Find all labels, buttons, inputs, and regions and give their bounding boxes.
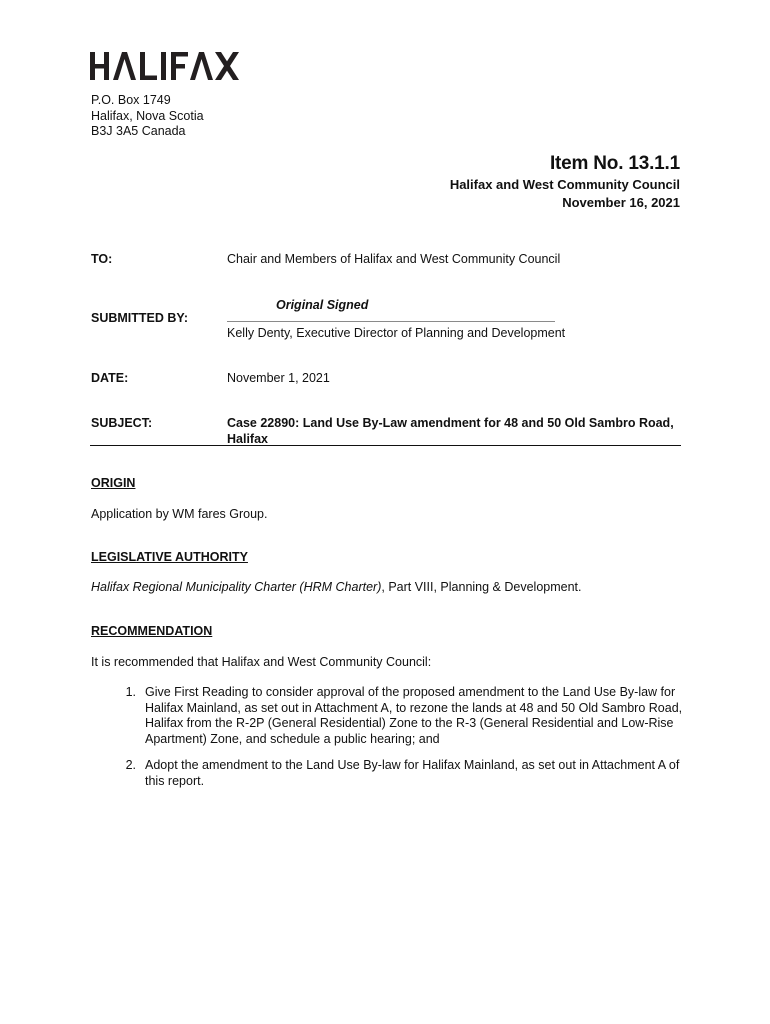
halifax-logo xyxy=(90,50,240,82)
origin-heading: ORIGIN xyxy=(91,476,136,490)
mailing-address xyxy=(91,93,204,140)
charter-title: Halifax Regional Municipality Charter (HRM Charter) xyxy=(91,580,382,594)
legislative-authority-text xyxy=(91,580,581,594)
subject-label: SUBJECT: xyxy=(91,416,153,430)
charter-part: , Part VIII, Planning & Development. xyxy=(381,580,582,594)
date-label: DATE: xyxy=(91,371,129,385)
council-name: Halifax and West Community Council xyxy=(449,177,680,192)
list-item-number: 1. xyxy=(125,685,136,699)
legislative-authority-heading: LEGISLATIVE AUTHORITY xyxy=(91,550,248,564)
list-item-number: 2. xyxy=(125,758,136,772)
item-number: Item No. 13.1.1 xyxy=(549,153,680,174)
address-line: B3J 3A5 Canada xyxy=(91,124,186,138)
recommendation-list xyxy=(91,685,691,800)
list-item xyxy=(91,685,691,747)
original-signed-note: Original Signed xyxy=(276,298,369,312)
item-header xyxy=(450,152,680,212)
recommendation-heading: RECOMMENDATION xyxy=(91,624,213,638)
to-label: TO: xyxy=(91,252,113,266)
address-line: P.O. Box 1749 xyxy=(91,93,171,107)
submitted-by-value: Kelly Denty, Executive Director of Planning and Development xyxy=(227,326,566,340)
meeting-date: November 16, 2021 xyxy=(562,195,680,210)
date-value: November 1, 2021 xyxy=(227,371,330,385)
origin-text: Application by WM fares Group. xyxy=(91,507,268,521)
recommendation-intro: It is recommended that Halifax and West Community Council: xyxy=(91,655,432,669)
list-item-text: Give First Reading to consider approval of the proposed amendment to the Land Use By-law for Halifax Mainland, as set out in Attachment A, to rezone the lands at 48 and 50 Old Sambro Road, Halifax from the R-2P (General Residential) Zone to the R-3 (General Residential and Low-Rise Apartment) Zone, and schedule a public hearing; and xyxy=(145,685,683,746)
list-item-text: Adopt the amendment to the Land Use By-law for Halifax Mainland, as set out in Attachment A of this report. xyxy=(145,758,680,788)
address-line: Halifax, Nova Scotia xyxy=(91,108,204,123)
to-value: Chair and Members of Halifax and West Community Council xyxy=(227,252,561,266)
list-item xyxy=(91,758,691,789)
divider xyxy=(90,445,681,446)
signature-line xyxy=(227,321,555,322)
subject-value: Case 22890: Land Use By-Law amendment for 48 and 50 Old Sambro Road, Halifax xyxy=(227,416,674,446)
submitted-by-label: SUBMITTED BY: xyxy=(91,311,188,325)
